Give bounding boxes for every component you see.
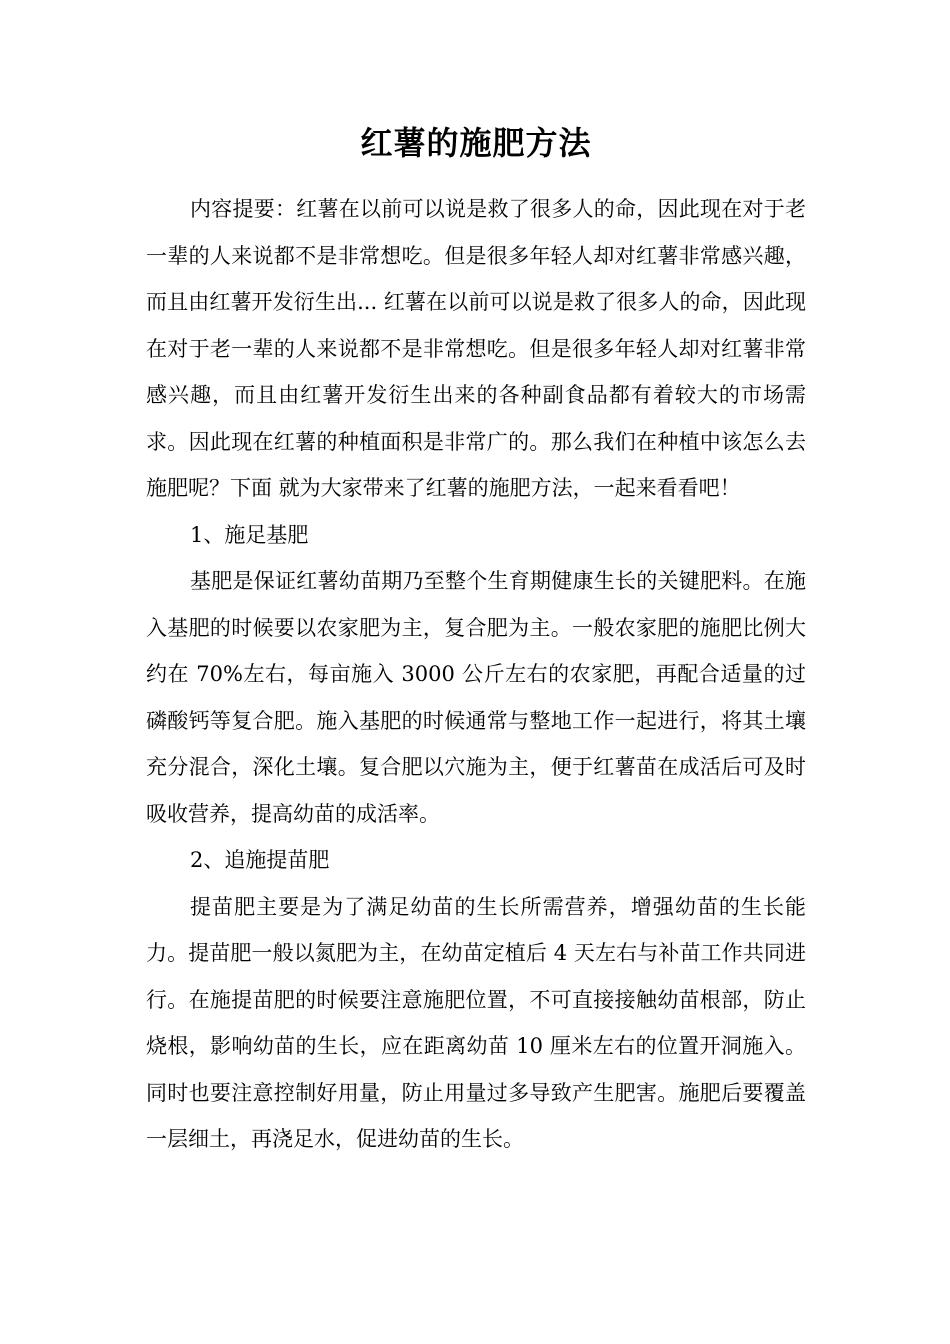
document-page	[146, 118, 806, 1163]
section-body-2: 提苗肥主要是为了满足幼苗的生长所需营养，增强幼苗的生长能力。提苗肥一般以氮肥为主，在幼苗定植后 4 天左右与补苗工作共同进行。在施提苗肥的时候要注意施肥位置，不可直接接触幼苗根部，防止烧根，影响幼苗的生长，应在距离幼苗 10 厘米左右的位置开洞施入。同时也要注意控制好用量，防止用量过多导致产生肥害。施肥后要覆盖一层细土，再浇足水，促进幼苗的生长。	[146, 894, 806, 1151]
section-body-1: 基肥是保证红薯幼苗期乃至整个生育期健康生长的关键肥料。在施入基肥的时候要以农家肥为主，复合肥为主。一般农家肥的施肥比例大约在 70%左右，每亩施入 3000 公斤左右的农家肥，再配合适量的过磷酸钙等复合肥。施入基肥的时候通常与整地工作一起进行，将其土壤充分混合，深化土壤。复合肥以穴施为主，便于红薯苗在成活后可及时吸收营养，提高幼苗的成活率。	[146, 569, 806, 826]
section-heading-1: 1、施足基肥	[190, 522, 309, 547]
section-heading-2: 2、追施提苗肥	[190, 848, 330, 872]
page-title: 红薯的施肥方法	[360, 124, 592, 162]
summary-paragraph: 内容提要：红薯在以前可以说是救了很多人的命，因此现在对于老一辈的人来说都不是非常想吃。但是很多年轻人却对红薯非常感兴趣，而且由红薯开发衍生出... 红薯在以前可以说是救了很多人的命，因此现在对于老一辈的人来说都不是非常想吃。但是很多年轻人却对红薯非常感兴趣，而且由红薯开发衍生出来的各种副食品都有着较大的市场需求。因此现在红薯的种植面积是非常广的。那么我们在种植中该怎么去施肥呢？下面 就为大家带来了红薯的施肥方法，一起来看看吧！	[146, 197, 806, 500]
